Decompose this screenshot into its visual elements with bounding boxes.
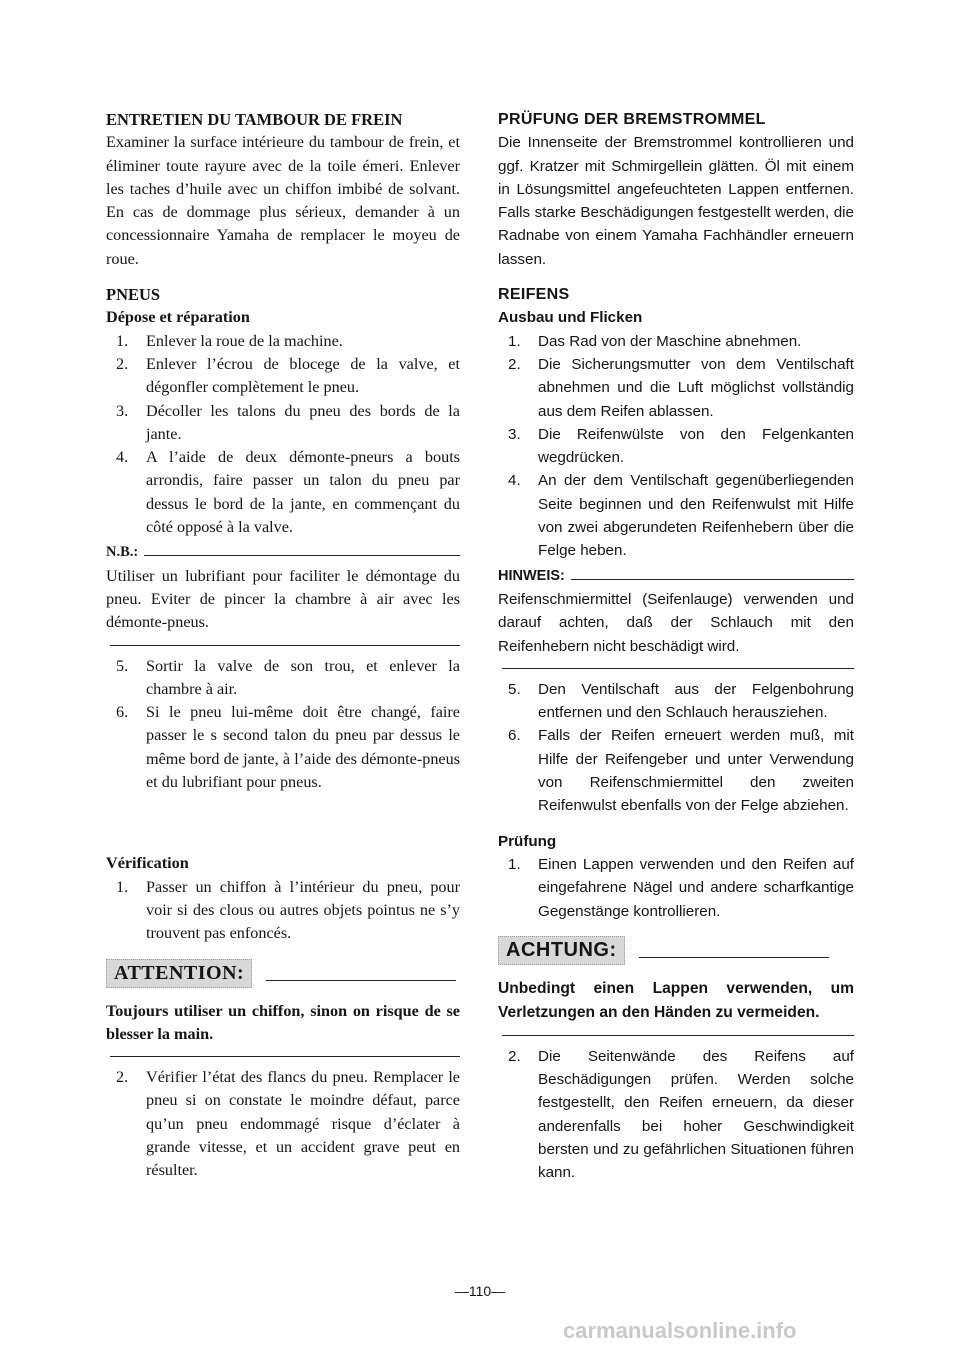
section-title-tires: REIFENS bbox=[498, 286, 570, 304]
list-item: 5. Den Ventilschaft aus der Felgenbohrung entfernen und den Schlauch herausziehen. bbox=[508, 680, 854, 722]
warning-rule bbox=[639, 957, 829, 958]
list-item: 5. Sortir la valve de son trou, et enlever la chambre à air. bbox=[116, 656, 460, 698]
list-item: 4. A l’aide de deux démonte-pneurs a bouts arrondis, faire passer un talon du pneu par dessus le bord de la jante, en commençant du côté opposé à la valve. bbox=[116, 448, 460, 537]
list-item: 2. Enlever l’écrou de blocege de la valve, et dégonfler complètement le pneu. bbox=[116, 354, 460, 397]
removal-steps-continued bbox=[106, 655, 460, 795]
removal-steps-continued bbox=[498, 678, 854, 818]
divider bbox=[502, 668, 854, 669]
warning-text: Unbedingt einen Lappen verwenden, um Verletzungen an den Händen zu vermeiden. bbox=[498, 979, 854, 1021]
warning-text: Toujours utiliser un chiffon, sinon on risque de se blesser la main. bbox=[106, 1001, 460, 1043]
check-steps bbox=[106, 876, 460, 946]
note-rule bbox=[144, 555, 460, 556]
warning-header bbox=[498, 929, 854, 973]
note-header bbox=[498, 565, 854, 588]
subsection-title-check: Prüfung bbox=[498, 832, 557, 850]
check-steps-continued bbox=[498, 1045, 854, 1185]
footer-watermark: carmanualsonline.info bbox=[563, 1318, 797, 1343]
warning-label: ACHTUNG: bbox=[498, 936, 625, 965]
list-item: 4. An der dem Ventilschaft gegenüberliegenden Seite beginnen und den Reifenwulst mit Hilfe von zwei abgerundeten Reifenhebern über die Felge heben. bbox=[508, 472, 854, 560]
list-item: 1. Passer un chiffon à l’intérieur du pneu, pour voir si des clous ou autres objets pointus ne s’y trouvent pas enfoncés. bbox=[116, 877, 460, 943]
french-column bbox=[106, 108, 460, 1183]
warning-header bbox=[106, 952, 460, 996]
removal-steps bbox=[106, 330, 460, 540]
warning-label: ATTENTION: bbox=[106, 959, 252, 988]
list-item: 6. Si le pneu lui-même doit être changé, faire passer le s second talon du pneu par dessus le même bord de jante, à l’aide des démonte-pneus et du lubrifiant pour pneus. bbox=[116, 703, 460, 792]
warning-rule bbox=[266, 980, 456, 981]
list-item: 2. Die Seitenwände des Reifens auf Beschädigungen prüfen. Werden solche festgestellt, den Reifen erneuern, da dieser anderenfalls bei hoher Geschwindigkeit bersten und zu gefährlichen Situationen führen kann. bbox=[508, 1047, 854, 1182]
subsection-title-removal: Dépose et réparation bbox=[106, 308, 250, 327]
brake-drum-paragraph: Die Innenseite der Bremstrommel kontrollieren und ggf. Kratzer mit Schmirgellein glätten. Öl mit einem in Lösungsmittel angefeuchteten Lappen entfernen. Falls starke Beschädigungen festgestellt werden, die Radnabe von einem Yamaha Fachhändler erneuern lassen. bbox=[498, 134, 854, 268]
section-title-brake-drum: PRÜFUNG DER BREMSTROMMEL bbox=[498, 111, 766, 128]
note-label: HINWEIS: bbox=[498, 567, 565, 584]
subsection-title-removal: Ausbau und Flicken bbox=[498, 309, 643, 327]
list-item: 1. Das Rad von der Maschine abnehmen. bbox=[508, 332, 802, 350]
divider bbox=[502, 1035, 854, 1036]
list-item: 1. Enlever la roue de la machine. bbox=[116, 331, 343, 350]
divider bbox=[110, 1056, 460, 1057]
list-item: 3. Die Reifenwülste von den Felgenkanten wegdrücken. bbox=[508, 425, 854, 467]
removal-steps bbox=[498, 330, 854, 563]
check-steps bbox=[498, 853, 854, 923]
section-title-tires: PNEUS bbox=[106, 285, 161, 305]
check-steps-continued bbox=[106, 1066, 460, 1182]
list-item: 6. Falls der Reifen erneuert werden muß, mit Hilfe der Reifengeber und unter Verwendung von Reifenschmiermittel den zweiten Reifenwulst ebenfalls von der Felge abziehen. bbox=[508, 727, 854, 815]
note-label: N.B.: bbox=[106, 544, 139, 561]
list-item: 1. Einen Lappen verwenden und den Reifen auf eingefahrene Nägel und andere scharfkantige Gegenstänge kontrollieren. bbox=[508, 855, 854, 920]
note-text: Utiliser un lubrifiant pour faciliter le démontage du pneu. Eviter de pincer la chambre à air avec les démonte-pneus. bbox=[106, 566, 460, 632]
note-header bbox=[106, 541, 460, 564]
list-item: 2. Die Sicherungsmutter von dem Ventilschaft abnehmen und die Luft möglichst vollständig aus dem Reifen ablassen. bbox=[508, 355, 854, 420]
page-number: —110— bbox=[454, 1283, 506, 1299]
german-column bbox=[498, 108, 854, 1185]
list-item: 3. Décoller les talons du pneu des bords de la jante. bbox=[116, 401, 460, 443]
section-title-brake-drum: ENTRETIEN DU TAMBOUR DE FREIN bbox=[106, 110, 403, 129]
divider bbox=[110, 645, 460, 646]
subsection-title-check: Vérification bbox=[106, 854, 189, 873]
brake-drum-paragraph: Examiner la surface intérieure du tambour de frein, et éliminer toute rayure avec de la toile émeri. Enlever les taches d’huile avec un chiffon imbibé de solvant. En cas de dommage plus sérieux, demander à un concessionnaire Yamaha de remplacer le moyeu de roue. bbox=[106, 133, 460, 268]
list-item: 2. Vérifier l’état des flancs du pneu. Remplacer le pneu si on constate le moindre défaut, parce qu’un pneu endommagé risque d’éclater à grande vitesse, et un accident grave peut en résulter. bbox=[116, 1068, 460, 1180]
note-rule bbox=[571, 579, 854, 580]
note-text: Reifenschmiermittel (Seifenlauge) verwenden und darauf achten, daß der Schlauch mit den Reifenhebern nicht beschädigt wird. bbox=[498, 590, 854, 655]
